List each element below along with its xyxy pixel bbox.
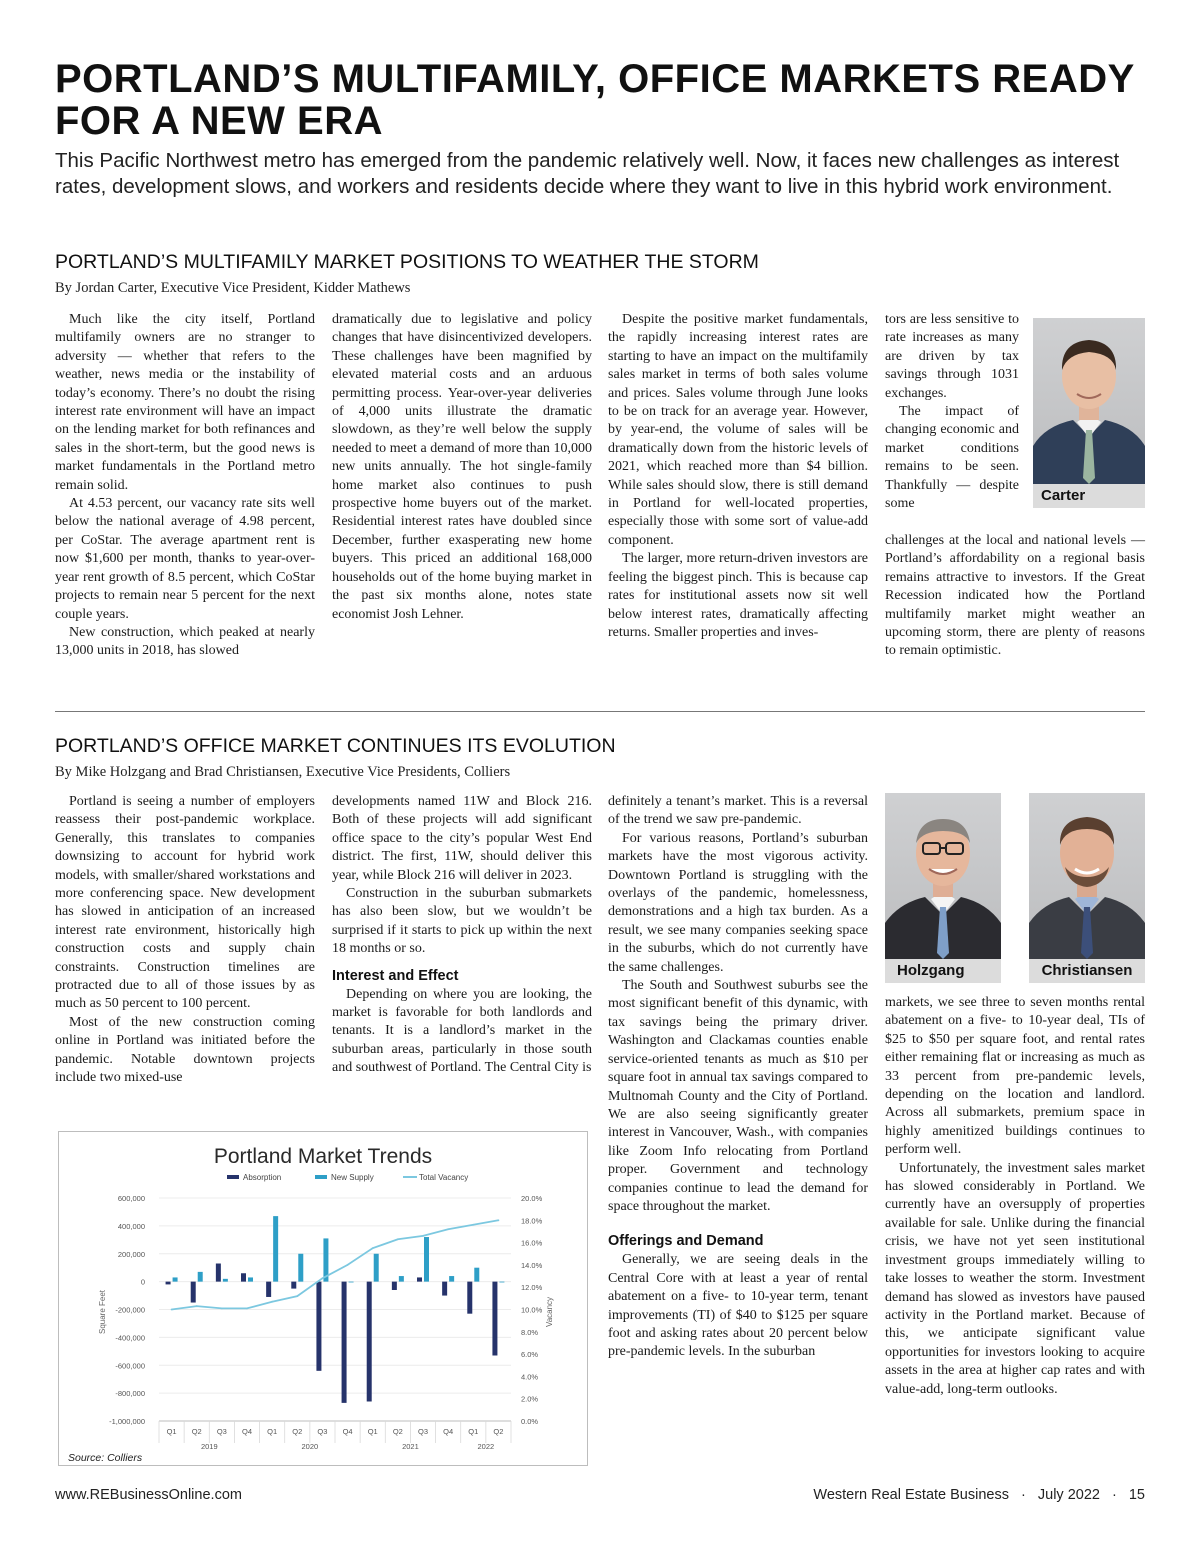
vacancy-point (498, 1219, 500, 1221)
paragraph: Most of the new construction coming online in Portland was initiated before the pandemic. Notable downtown projects include two mixed-use (55, 1014, 315, 1086)
headline: PORTLAND’S MULTIFAMILY, OFFICE MARKETS READY FOR A NEW ERA (55, 57, 1135, 143)
paragraph: definitely a tenant’s market. This is a reversal of the trend we saw pre-pandemic. (608, 794, 868, 828)
y2-tick-label: 14.0% (521, 1260, 543, 1270)
chart-gridlines (159, 1198, 511, 1421)
christiansen-photo (1029, 793, 1145, 983)
absorption-bar (367, 1282, 372, 1402)
paragraph: Much like the city itself, Portland multifamily owners are no stranger to adversity — whether that refers to the weather, news media or the instability of today’s economy. There’s no doubt the rising interest rate environment will have an impact on the lending market for both refinances and sales in the short-term, but the good news is market fundamentals in the Portland metro remain solid. (55, 312, 315, 493)
y-tick-label: 600,000 (117, 1194, 145, 1203)
legend-label: Total Vacancy (419, 1173, 469, 1182)
new-supply-bar (424, 1237, 429, 1282)
chart-y-label: Square Feet (98, 1289, 107, 1335)
office-byline: By Mike Holzgang and Brad Christiansen, Executive Vice Presidents, Colliers (55, 764, 511, 780)
paragraph: Despite the positive market fundamentals, the rapidly increasing interest rates are starting to have an impact on the multifamily sales market in terms of both sales volume and prices. Sales volume through June looks to be on track for an average year. However, by year-end, the volume of sales will be dramatically down from the historic levels of 2021, which reached more than $4 billion. While sales should slow, there is still demand in Portland for well-located properties, especially those with some sort of value-add component. (608, 312, 868, 548)
carter-caption: Carter (1033, 484, 1145, 508)
x-year-label: 2020 (301, 1442, 319, 1451)
absorption-bar (467, 1282, 472, 1314)
paragraph: Depending on where you are looking, the market is favorable for both landlords and tenants. It is a landlord’s market in the suburban areas, particularly in those south and southwest of Portland. The Central City is (332, 986, 592, 1076)
legend-label: New Supply (331, 1173, 374, 1182)
new-supply-bar (374, 1254, 379, 1282)
vacancy-point (271, 1301, 273, 1303)
vacancy-point (472, 1224, 474, 1226)
absorption-bar (417, 1277, 422, 1281)
legend-swatch (315, 1175, 327, 1179)
footer-date: July 2022 (1037, 1487, 1100, 1503)
x-year-label: 2019 (200, 1442, 218, 1451)
y2-tick-label: 20.0% (521, 1194, 543, 1203)
y2-tick-label: 4.0% (521, 1372, 539, 1382)
chart-source: Source: Colliers (68, 1452, 143, 1464)
multifamily-section-title: PORTLAND’S MULTIFAMILY MARKET POSITIONS TO WEATHER THE STORM (55, 251, 759, 273)
new-supply-bar (198, 1272, 203, 1282)
y-tick-label: -400,000 (115, 1333, 145, 1343)
paragraph: developments named 11W and Block 216. Both of these projects will add significant office space to the city’s popular West End district. The first, 11W, should deliver this year, while Block 216 will deliver in 2023. (332, 794, 592, 883)
paragraph: The impact of changing economic and market conditions remains to be seen. Thankfully — despite some (885, 404, 1019, 512)
office-column-2 (332, 793, 592, 1078)
legend-swatch (227, 1175, 239, 1179)
x-tick-label: Q1 (267, 1427, 278, 1436)
paragraph: Unfortunately, the investment sales market has slowed considerably in Portland. We currently have an oversupply of properties available for sale. Unlike during the financial crisis, we have not yet seen institutional investment groups immediately willing to take losses to weather the storm. Investment demand has slowed as investors have paused activity in the Portland market. Because of this, we anticipate significant value opportunities for investors looking to acquire assets in the area at higher cap rates and with value-add, long-term outlooks. (885, 1160, 1145, 1397)
paragraph: The larger, more return-driven investors are feeling the biggest pinch. This is because cap rates for institutional assets now sit well below interest rates, dramatically affecting returns. Smaller properties and inves- (608, 551, 868, 640)
footer-separator: · (1111, 1487, 1117, 1503)
y-tick-label: 400,000 (117, 1221, 145, 1231)
chart-title: Portland Market Trends (213, 1145, 433, 1168)
footer-separator: · (1021, 1487, 1026, 1503)
multifamily-column-3 (608, 311, 868, 642)
new-supply-bar (399, 1276, 404, 1282)
footer-url: www.REBusinessOnline.com (55, 1487, 242, 1503)
new-supply-bar (248, 1277, 253, 1281)
holzgang-caption: Holzgang (885, 959, 1001, 983)
absorption-bar (442, 1282, 447, 1296)
christiansen-caption: Christiansen (1029, 959, 1145, 983)
x-tick-label: Q1 (468, 1427, 479, 1436)
y-tick-label: 0 (140, 1277, 145, 1287)
legend-label: Absorption (243, 1173, 282, 1182)
multifamily-column-1 (55, 311, 315, 661)
multifamily-byline: By Jordan Carter, Executive Vice President, Kidder Mathews (55, 280, 411, 296)
chart-x-axis (159, 1421, 511, 1451)
paragraph: markets, we see three to seven months rental abatement on a five- to 10-year deal, TIs of $25 to $50 per square foot, and rental rates either remaining flat or increasing as much as 33 percent from pre-pandemic levels, depending on the location and landlord. Across all submarkets, premium space in highly amenitized buildings continues to perform well. (885, 995, 1145, 1158)
new-supply-bar (474, 1268, 479, 1282)
new-supply-bar (173, 1277, 178, 1281)
footer-page-number: 15 (1128, 1487, 1145, 1503)
footer-folio (813, 1486, 1145, 1504)
carter-portrait-icon (1033, 318, 1145, 484)
new-supply-bar (273, 1216, 278, 1282)
x-year-label: 2022 (477, 1442, 495, 1451)
vacancy-point (221, 1307, 223, 1309)
x-tick-label: Q3 (417, 1427, 429, 1436)
paragraph: For various reasons, Portland’s suburban markets have the most vigorous activity. Downtown Portland is struggling with the overlays of the pandemic, homelessness, demonstrations and a high tax burden. As a result, we see many companies seeking space in the suburbs, which do not currently have the same challenges. (608, 830, 868, 975)
x-tick-label: Q4 (443, 1427, 454, 1436)
paragraph: challenges at the local and national levels — Portland’s affordability on a regional basis remains attractive to investors. If the Great Recession indicated how the Portland multifamily market might weather an upcoming storm, there are plenty of reasons to remain optimistic. (885, 533, 1145, 659)
y2-tick-label: 6.0% (521, 1350, 539, 1360)
x-tick-label: Q4 (241, 1427, 253, 1436)
vacancy-point (397, 1238, 399, 1240)
absorption-bar (166, 1282, 171, 1285)
x-tick-label: Q2 (292, 1427, 303, 1436)
vacancy-point (422, 1235, 424, 1237)
x-tick-label: Q1 (166, 1427, 177, 1436)
chart-y-axis (109, 1194, 145, 1426)
x-tick-label: Q2 (392, 1427, 403, 1436)
y-tick-label: -800,000 (115, 1389, 145, 1399)
y2-tick-label: 16.0% (521, 1238, 543, 1248)
absorption-bar (216, 1264, 221, 1282)
vacancy-point (296, 1295, 298, 1297)
y2-tick-label: 12.0% (521, 1283, 543, 1293)
chart-canvas (59, 1132, 587, 1465)
new-supply-bar (349, 1282, 354, 1283)
y2-tick-label: 18.0% (521, 1216, 543, 1226)
x-tick-label: Q3 (216, 1427, 227, 1436)
paragraph: New construction, which peaked at nearly 13,000 units in 2018, has slowed (55, 624, 315, 659)
absorption-bar (291, 1282, 296, 1289)
paragraph: dramatically due to legislative and policy changes that have disincentivized developers. These challenges have been magnified by elevated material costs and an arduous permitting process. Year-over-year deliveries of 4,000 units illustrate the dramatic slowdown, as they’re well below the supply needed to meet a demand of more than 10,000 new units annually. The hot single-family home market also continues to push prospective home buyers out of the market. Residential interest rates have doubled since December, further exasperating new home buyers. This priced an additional 168,000 households out of the home buying market in the past six months alone, notes state economist Josh Lehner. (332, 312, 592, 622)
office-column-3 (608, 793, 868, 1362)
y-tick-label: -1,000,000 (109, 1417, 145, 1426)
y2-tick-label: 10.0% (521, 1305, 543, 1315)
subhead-offerings-and-demand: Offerings and Demand (608, 1233, 764, 1250)
subhead-interest-and-effect: Interest and Effect (332, 967, 459, 984)
market-trends-chart (58, 1131, 588, 1466)
paragraph: Construction in the suburban submarkets has also been slow, but we wouldn’t be surprised if it starts to pick up within the next 18 months or so. (332, 886, 592, 957)
new-supply-bar (499, 1282, 504, 1283)
vacancy-point (372, 1247, 374, 1249)
vacancy-point (196, 1305, 198, 1307)
absorption-bar (266, 1282, 271, 1297)
new-supply-bar (449, 1276, 454, 1282)
vacancy-point (246, 1307, 248, 1309)
y-tick-label: 200,000 (117, 1249, 145, 1259)
vacancy-point (447, 1228, 449, 1230)
paragraph: The South and Southwest suburbs see the most significant benefit of this dynamic, with tax savings being the primary driver. Washington and Clackamas counties enable service-oriented tenants as much as $10 per square foot in annual tax savings compared to Multnomah County and the City of Portland. We are also seeing significantly greater interest in Vancouver, Wash., with companies like Zoom Info relocating from Portland proper. Government and technology companies continue to lead the demand for space throughout the market. (608, 978, 868, 1214)
paragraph: Generally, we are seeing deals in the Central Core with at least a year of rental abatement on a five- to 10-year term, tenant improvements (TI) of $40 to $125 per square foot and asking rates about 20 percent below pre-pandemic levels. In the suburban (608, 1252, 868, 1360)
paragraph: At 4.53 percent, our vacancy rate sits well below the national average of 4.98 percent, per CoStar. The average apartment rent is now $1,600 per month, thanks to year-over-year rent growth of 8.5 percent, which CoStar projects to remain near 5 percent for the next couple years. (55, 496, 315, 622)
christiansen-portrait-icon (1029, 793, 1145, 959)
holzgang-portrait-icon (885, 793, 1001, 959)
absorption-bar (191, 1282, 196, 1303)
absorption-bar (392, 1282, 397, 1290)
office-section-title: PORTLAND’S OFFICE MARKET CONTINUES ITS EVOLUTION (55, 735, 616, 757)
multifamily-column-4-wide (885, 532, 1145, 661)
y-tick-label: -600,000 (115, 1361, 145, 1371)
paragraph: tors are less sensitive to rate increases as many are driven by tax savings through 1031 exchanges. (885, 312, 1019, 401)
paragraph: Portland is seeing a number of employers reassess their post-pandemic workplace. Generally, this translates to companies downsizing to account for hybrid work models, with smaller/shared workstations and more conferencing space. New development has slowed in anticipation of an increased interest rate environment, historically high construction costs and supply chain constraints. Construction timelines are protracted due to all of those issues by as much as 50 percent to 100 percent. (55, 794, 315, 1012)
footer-publication: Western Real Estate Business (813, 1487, 1009, 1503)
x-tick-label: Q1 (367, 1427, 378, 1436)
y-tick-label: -200,000 (115, 1305, 145, 1315)
x-year-label: 2021 (402, 1442, 419, 1451)
section-divider (55, 711, 1145, 712)
y2-tick-label: 2.0% (521, 1394, 539, 1404)
new-supply-bar (298, 1254, 303, 1282)
vacancy-point (171, 1309, 173, 1311)
x-tick-label: Q2 (191, 1427, 202, 1436)
vacancy-point (322, 1277, 324, 1279)
new-supply-bar (223, 1279, 228, 1282)
office-column-4 (885, 994, 1145, 1399)
chart-y2-axis (521, 1194, 543, 1426)
absorption-bar (342, 1282, 347, 1403)
x-tick-label: Q3 (317, 1427, 328, 1436)
x-tick-label: Q4 (342, 1427, 353, 1436)
absorption-bar (316, 1282, 321, 1371)
absorption-bar (492, 1282, 497, 1356)
holzgang-photo (885, 793, 1001, 983)
multifamily-column-4-narrow (885, 311, 1019, 513)
multifamily-column-2 (332, 311, 592, 624)
chart-legend (227, 1173, 468, 1182)
carter-photo (1033, 318, 1145, 508)
office-column-1 (55, 793, 315, 1088)
x-tick-label: Q2 (493, 1427, 504, 1436)
y2-tick-label: 8.0% (521, 1327, 539, 1337)
absorption-bar (241, 1273, 246, 1281)
y2-tick-label: 0.0% (521, 1417, 539, 1426)
vacancy-point (347, 1264, 349, 1266)
chart-y2-label: Vacancy (545, 1296, 554, 1328)
deck: This Pacific Northwest metro has emerged from the pandemic relatively well. Now, it faces new challenges as interest rates, development slows, and workers and residents decide where they want to live in this hybrid work environment. (55, 149, 1120, 198)
